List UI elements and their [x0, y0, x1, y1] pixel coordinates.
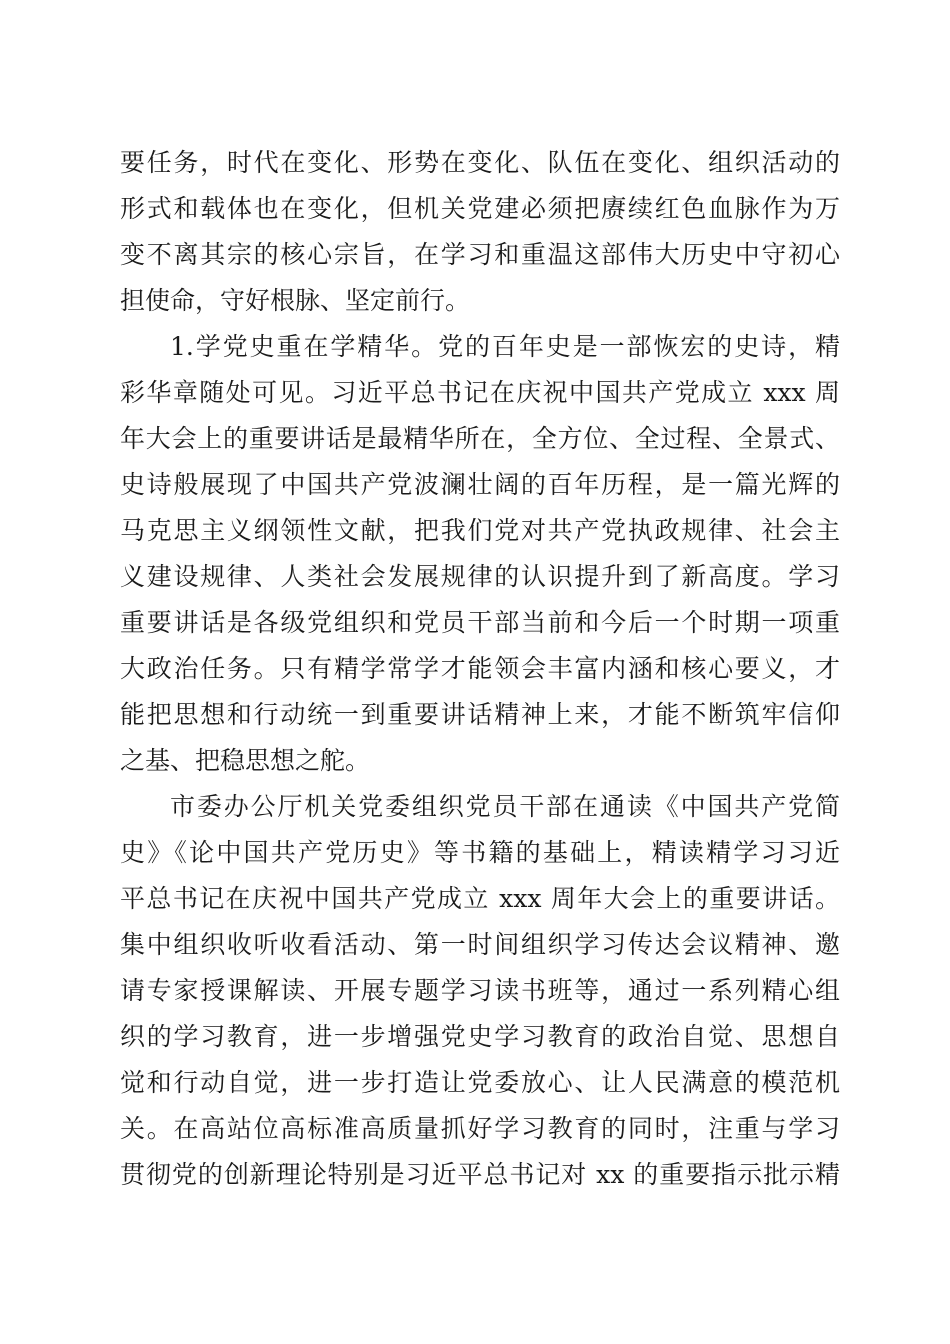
text-line: 1.学党史重在学精华。党的百年史是一部恢宏的史诗，精	[170, 332, 840, 361]
text-line: 平总书记在庆祝中国共产党成立 xxx 周年大会上的重要讲话。	[120, 884, 840, 913]
text-line: 担使命，守好根脉、坚定前行。	[120, 286, 471, 315]
text-line: 史》《论中国共产党历史》等书籍的基础上，精读精学习习近	[120, 838, 840, 867]
text-line: 年大会上的重要讲话是最精华所在，全方位、全过程、全景式、	[120, 424, 840, 453]
text-line: 请专家授课解读、开展专题学习读书班等，通过一系列精心组	[120, 976, 840, 1005]
text-line: 彩华章随处可见。习近平总书记在庆祝中国共产党成立 xxx 周	[120, 378, 840, 407]
text-line: 重要讲话是各级党组织和党员干部当前和今后一个时期一项重	[120, 608, 840, 637]
text-line: 市委办公厅机关党委组织党员干部在通读《中国共产党简	[170, 792, 840, 821]
text-line: 义建设规律、人类社会发展规律的认识提升到了新高度。学习	[120, 562, 840, 591]
text-line: 贯彻党的创新理论特别是习近平总书记对 xx 的重要指示批示精	[120, 1160, 840, 1189]
paragraph-party-committee	[120, 784, 840, 1198]
paragraph-study-essence	[120, 324, 840, 784]
text-line: 史诗般展现了中国共产党波澜壮阔的百年历程，是一篇光辉的	[120, 470, 840, 499]
text-line: 形式和载体也在变化，但机关党建必须把赓续红色血脉作为万	[120, 194, 840, 223]
text-line: 变不离其宗的核心宗旨，在学习和重温这部伟大历史中守初心	[120, 240, 840, 269]
paragraph-continuation	[120, 140, 840, 324]
body-text	[120, 140, 840, 1198]
text-line: 马克思主义纲领性文献，把我们党对共产党执政规律、社会主	[120, 516, 840, 545]
text-line: 能把思想和行动统一到重要讲话精神上来，才能不断筑牢信仰	[120, 700, 840, 729]
text-line: 关。在高站位高标准高质量抓好学习教育的同时，注重与学习	[120, 1114, 840, 1143]
text-line: 织的学习教育，进一步增强党史学习教育的政治自觉、思想自	[120, 1022, 840, 1051]
text-line: 之基、把稳思想之舵。	[120, 746, 371, 775]
text-line: 觉和行动自觉，进一步打造让党委放心、让人民满意的模范机	[120, 1068, 840, 1097]
text-line: 要任务，时代在变化、形势在变化、队伍在变化、组织活动的	[120, 148, 840, 177]
text-line: 集中组织收听收看活动、第一时间组织学习传达会议精神、邀	[120, 930, 840, 959]
text-line: 大政治任务。只有精学常学才能领会丰富内涵和核心要义，才	[120, 654, 840, 683]
